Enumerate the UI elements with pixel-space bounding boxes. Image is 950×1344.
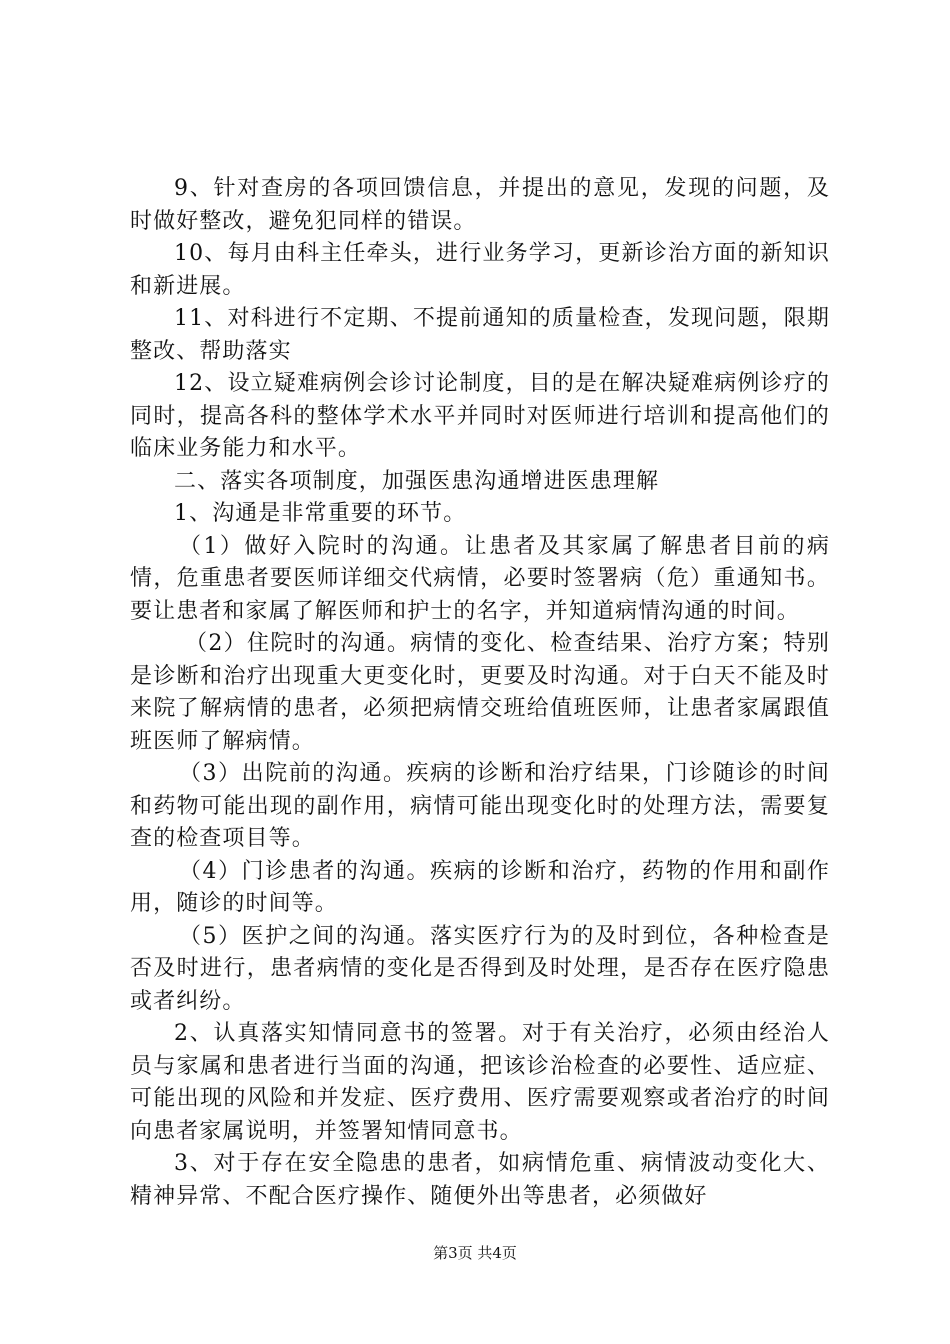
sub-item-3: （3）出院前的沟通。疾病的诊断和治疗结果，门诊随诊的时间和药物可能出现的副作用，病情可能出现变化时的处理方法，需要复查的检查项目等。 [130,761,830,851]
page-number-footer: 第3页 共4页 [433,1244,517,1262]
paragraph-item-1: 1、沟通是非常重要的环节。 [174,501,467,526]
sub-item-1: （1）做好入院时的沟通。让患者及其家属了解患者目前的病情，危重患者要医师详细交代病情，必要时签署病（危）重通知书。要让患者和家属了解医师和护士的名字，并知道病情沟通的时间。 [130,533,830,624]
document-body [130,173,830,1213]
paragraph-item-2: 2、认真落实知情同意书的签署。对于有关治疗，必须由经治人员与家属和患者进行当面的沟通，把该诊治检查的必要性、适应症、可能出现的风险和并发症、医疗费用、医疗需要观察或者治疗的时间向患者家属说明，并签署知情同意书。 [130,1021,830,1144]
paragraph-item-3: 3、对于存在安全隐患的患者，如病情危重、病情波动变化大、精神异常、不配合医疗操作、随便外出等患者，必须做好 [130,1151,830,1209]
paragraph-item-12: 12、设立疑难病例会诊讨论制度，目的是在解决疑难病例诊疗的同时，提高各科的整体学术水平并同时对医师进行培训和提高他们的临床业务能力和水平。 [130,371,830,461]
sub-item-5: （5）医护之间的沟通。落实医疗行为的及时到位，各种检查是否及时进行，患者病情的变化是否得到及时处理，是否存在医疗隐患或者纠纷。 [130,923,830,1014]
paragraph-item-11: 11、对科进行不定期、不提前通知的质量检查，发现问题，限期整改、帮助落实 [130,306,830,364]
paragraph-item-9: 9、针对查房的各项回馈信息，并提出的意见，发现的问题，及时做好整改，避免犯同样的错误。 [130,176,830,234]
paragraph-item-10: 10、每月由科主任牵头，进行业务学习，更新诊治方面的新知识和新进展。 [130,241,830,299]
section-heading: 二、落实各项制度，加强医患沟通增进医患理解 [174,468,660,494]
sub-item-2: （2）住院时的沟通。病情的变化、检查结果、治疗方案；特别是诊断和治疗出现重大更变化时，更要及时沟通。对于白天不能及时来院了解病情的患者，必须把病情交班给值班医师，让患者家属跟值班医师了解病情。 [130,631,830,754]
sub-item-4: （4）门诊患者的沟通。疾病的诊断和治疗，药物的作用和副作用，随诊的时间等。 [130,858,830,916]
